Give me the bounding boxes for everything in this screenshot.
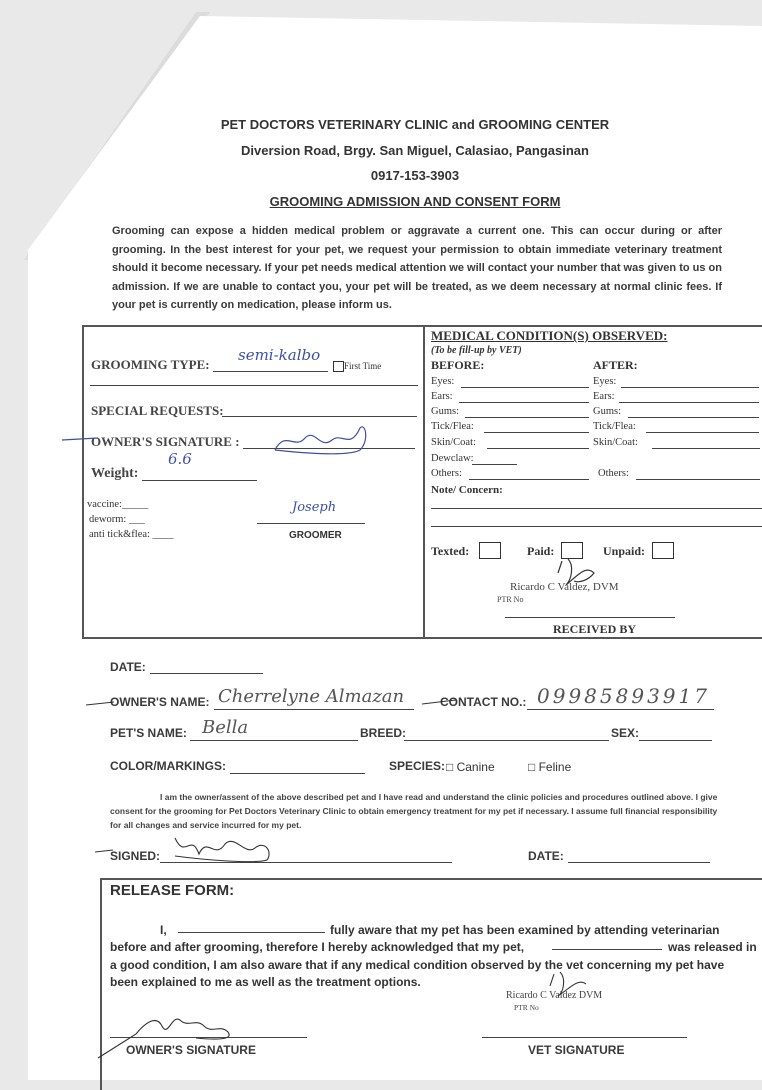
medical-title: MEDICAL CONDITION(S) OBSERVED: — [431, 328, 668, 343]
after-row-line[interactable] — [646, 432, 759, 433]
grooming-type-label: GROOMING TYPE: — [91, 357, 210, 372]
signed-date-line[interactable] — [568, 862, 710, 863]
clinic-address: Diversion Road, Brgy. San Miguel, Calasiao, Pangasinan — [241, 143, 589, 158]
grooming-type-second-line — [90, 385, 418, 386]
paid-label: Paid: — [527, 544, 555, 558]
before-row-line[interactable] — [484, 432, 589, 433]
before-row-label: Ears: — [431, 391, 453, 402]
color-line[interactable] — [230, 773, 365, 774]
release-vet-stamp-name: Ricardo C Valdez DVM — [506, 990, 603, 1001]
after-row-line[interactable] — [636, 479, 760, 480]
clinic-phone: 0917-153-3903 — [370, 168, 460, 183]
species-label: SPECIES: — [389, 759, 446, 773]
unpaid-label: Unpaid: — [603, 544, 646, 558]
first-time-checkbox[interactable] — [333, 361, 344, 372]
deworm-label: deworm: ___ — [89, 514, 145, 525]
after-label: AFTER: — [593, 358, 638, 372]
special-requests-label: SPECIAL REQUESTS: — [91, 403, 224, 418]
release-title: RELEASE FORM: — [110, 882, 235, 899]
first-time-label: First Time — [344, 361, 382, 371]
panel-divider — [423, 325, 425, 637]
vet-stamp-name: Ricardo C Valdez, DVM — [510, 581, 619, 593]
after-row-label: Ears: — [593, 391, 615, 402]
release-name-line[interactable] — [178, 932, 325, 933]
after-row-label: Eyes: — [593, 376, 617, 387]
note-label: Note/ Concern: — [431, 484, 503, 496]
species-feline-label: Feline — [538, 760, 572, 774]
pet-name-line[interactable] — [190, 740, 358, 741]
groomer-name: Joseph — [292, 500, 337, 515]
weight-line — [142, 480, 257, 481]
contact-label: CONTACT NO.: — [440, 695, 527, 709]
clinic-name: PET DOCTORS VETERINARY CLINIC and GROOMING CENTER — [220, 117, 610, 132]
release-vet-signature-scribble — [540, 964, 600, 1004]
after-row-label: Gums: — [593, 406, 622, 417]
unpaid-checkbox[interactable] — [652, 542, 674, 559]
grooming-type-value[interactable]: semi-kalbo — [238, 346, 321, 364]
before-row-line[interactable] — [472, 464, 517, 465]
after-row-line[interactable] — [619, 402, 759, 403]
owner-name-label: OWNER'S NAME: — [110, 695, 210, 709]
vaccine-label: vaccine:_____ — [87, 499, 149, 510]
release-pet-line[interactable] — [552, 949, 662, 950]
form-title: GROOMING ADMISSION AND CONSENT FORM — [269, 194, 561, 209]
special-requests-line[interactable] — [222, 416, 417, 417]
species-canine-label: Canine — [456, 760, 495, 774]
before-row-label: Eyes: — [431, 376, 455, 387]
owner-row-strikes — [84, 696, 584, 716]
before-row-line[interactable] — [459, 402, 589, 403]
release-line1-a: I, — [160, 923, 167, 937]
after-row-line[interactable] — [652, 448, 760, 449]
release-line4: been explained to me as well as the treatment options. — [110, 975, 421, 989]
sex-label: SEX: — [611, 726, 640, 740]
release-ptr-label: PTR No — [514, 1003, 539, 1012]
before-row-line[interactable] — [465, 417, 589, 418]
before-row-label: Tick/Flea: — [431, 421, 474, 432]
release-line2-b: was released in — [668, 940, 757, 954]
received-by-line[interactable] — [505, 617, 675, 618]
species-canine-option[interactable]: □ Canine — [446, 760, 495, 774]
note-line-2[interactable] — [431, 526, 762, 527]
weight-value[interactable]: 6.6 — [168, 450, 192, 468]
antitick-label: anti tick&flea: ____ — [89, 529, 174, 540]
owner-name-value[interactable]: Cherrelyne Almazan — [218, 686, 405, 707]
before-row-line[interactable] — [469, 479, 589, 480]
owner-signature-scribble — [60, 420, 380, 460]
medical-subtitle: (To be fill-up by VET) — [431, 345, 522, 356]
release-line3: a good condition, I am also aware that if any medical condition observed by the vet concerning my pet have — [110, 958, 725, 972]
after-row-label: Others: — [598, 468, 629, 479]
pet-name-value[interactable]: Bella — [202, 717, 249, 738]
intro-paragraph: Grooming can expose a hidden medical problem or aggravate a current one. This can occur during or after grooming. In the best interest for your pet, we request your permission to obtain immediate veterinary treatment should it become necessary. If your pet needs medical attention we will contact your number that was given to us on admission. If we are unable to contact you, your pet will be treated, as we deem necessary at normal clinic fees. If your pet is currently on medication, please inform us. — [112, 225, 722, 311]
after-row-label: Tick/Flea: — [593, 421, 636, 432]
before-row-label: Others: — [431, 468, 462, 479]
contact-value[interactable]: 09985893917 — [537, 684, 710, 708]
vet-signature-label: VET SIGNATURE — [528, 1043, 625, 1057]
breed-label: BREED: — [360, 726, 407, 740]
before-row-label: Skin/Coat: — [431, 437, 476, 448]
ptr-label: PTR No — [497, 595, 524, 604]
after-row-label: Skin/Coat: — [593, 437, 638, 448]
before-label: BEFORE: — [431, 358, 485, 372]
before-row-label: Gums: — [431, 406, 460, 417]
vet-signature-scribble — [548, 555, 608, 595]
after-row-line[interactable] — [628, 417, 759, 418]
before-row-line[interactable] — [487, 448, 589, 449]
owner-signature-release-label: OWNER'S SIGNATURE — [126, 1043, 256, 1057]
release-owner-signature-scribble — [96, 1004, 256, 1064]
signed-date-label: DATE: — [528, 849, 564, 863]
texted-checkbox[interactable] — [479, 542, 501, 559]
note-line-1[interactable] — [431, 508, 762, 509]
consent-paragraph: I am the owner/assent of the above described pet and I have read and understand the clinic policies and procedures outlined above. I give consent for the grooming for Pet Doctors Veterinary Clinic to obtain emergency treatment for my pet if necessary. I assume full financial responsibility for all changes and service incurred for my pet. — [110, 792, 718, 830]
date-line[interactable] — [150, 673, 263, 674]
sex-line[interactable] — [639, 740, 712, 741]
received-by-label: RECEIVED BY — [553, 622, 637, 636]
after-row-line[interactable] — [621, 387, 759, 388]
grooming-type-line — [213, 371, 328, 372]
color-label: COLOR/MARKINGS: — [110, 759, 226, 773]
before-row-label: Dewclaw: — [431, 453, 474, 464]
breed-line[interactable] — [404, 740, 609, 741]
texted-label: Texted: — [431, 544, 470, 558]
date-label: DATE: — [110, 660, 146, 674]
groomer-label: GROOMER — [289, 530, 342, 541]
weight-label: Weight: — [91, 466, 139, 481]
release-line2-a: before and after grooming, therefore I hereby acknowledged that my pet, — [110, 940, 525, 954]
signed-label: SIGNED: — [110, 849, 161, 863]
owner-signature-label: OWNER'S SIGNATURE : — [91, 434, 240, 449]
pet-name-label: PET'S NAME: — [110, 726, 187, 740]
vet-signature-line[interactable] — [482, 1037, 687, 1038]
before-row-line[interactable] — [461, 387, 589, 388]
groomer-line — [257, 523, 365, 524]
signed-signature-scribble — [95, 830, 295, 870]
species-feline-option[interactable]: □ Feline — [528, 760, 572, 774]
release-line1-b: fully aware that my pet has been examined by attending veterinarian — [330, 923, 720, 937]
